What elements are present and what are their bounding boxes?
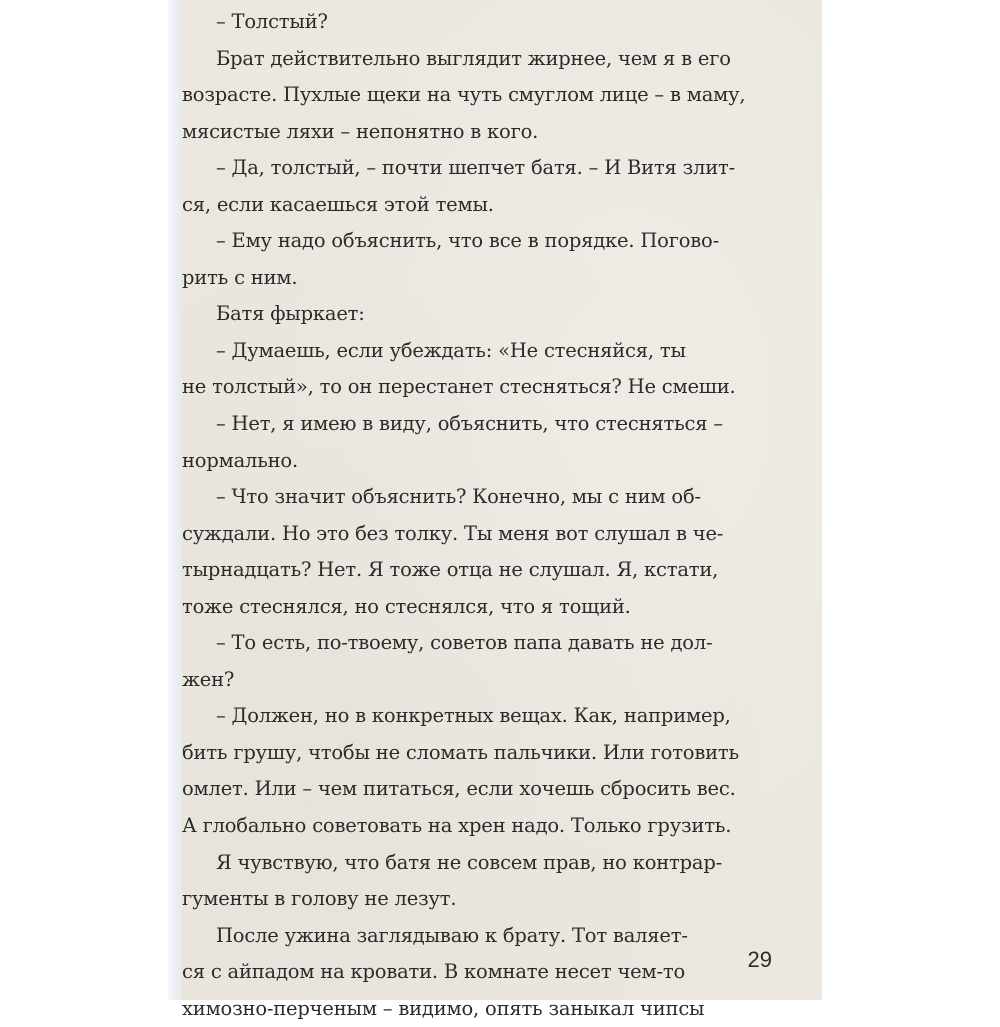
text-line: – Что значит объяснить? Конечно, мы с ним об- [216, 485, 701, 509]
page-number: 29 [747, 947, 772, 972]
text-line: Батя фыркает: [216, 302, 365, 326]
text-line: мясистые ляхи – непонятно в кого. [182, 119, 539, 143]
text-line: суждали. Но это без толку. Ты меня вот слушал в че- [182, 521, 724, 545]
text-line: тоже стеснялся, но стеснялся, что я тощий. [182, 594, 631, 618]
text-line: – Ему надо объяснить, что все в порядке. Погово- [216, 229, 719, 253]
text-line: – Должен, но в конкретных вещах. Как, например, [216, 704, 731, 728]
text-line: Брат действительно выглядит жирнее, чем я в его [216, 46, 731, 70]
text-line: А глобально советовать на хрен надо. Только грузить. [182, 814, 732, 838]
book-page [182, 0, 822, 1020]
text-line: ся с айпадом на кровати. В комнате несет чем-то [182, 960, 685, 984]
text-line: не толстый», то он перестанет стесняться? Не смеши. [182, 375, 736, 399]
text-line: – То есть, по-твоему, советов папа давать не дол- [216, 631, 713, 655]
text-line: ся, если касаешься этой темы. [182, 192, 494, 216]
text-line: химозно-перченым – видимо, опять заныкал чипсы [182, 996, 705, 1020]
text-line: возрасте. Пухлые щеки на чуть смуглом лице – в маму, [182, 83, 746, 107]
text-line: После ужина заглядываю к брату. Тот валяет- [216, 923, 688, 947]
text-line: Я чувствую, что батя не совсем прав, но контрар- [216, 850, 723, 874]
text-line: тырнадцать? Нет. Я тоже отца не слушал. Я, кстати, [182, 558, 719, 582]
text-line: – Думаешь, если убеждать: «Не стесняйся, ты [216, 338, 686, 362]
page-edge-shadow [168, 0, 182, 1000]
text-line: жен? [182, 667, 235, 691]
text-line: нормально. [182, 448, 298, 472]
text-line: омлет. Или – чем питаться, если хочешь сбросить вес. [182, 777, 736, 801]
body-text [182, 4, 822, 1027]
text-line: – Толстый? [216, 10, 328, 33]
text-line: бить грушу, чтобы не сломать пальчики. Или готовить [182, 740, 739, 764]
text-line: рить с ним. [182, 265, 298, 289]
text-line: – Нет, я имею в виду, объяснить, что стесняться – [216, 412, 723, 436]
text-line: – Да, толстый, – почти шепчет батя. – И Витя злит- [216, 156, 736, 180]
text-line: гументы в голову не лезут. [182, 887, 457, 911]
